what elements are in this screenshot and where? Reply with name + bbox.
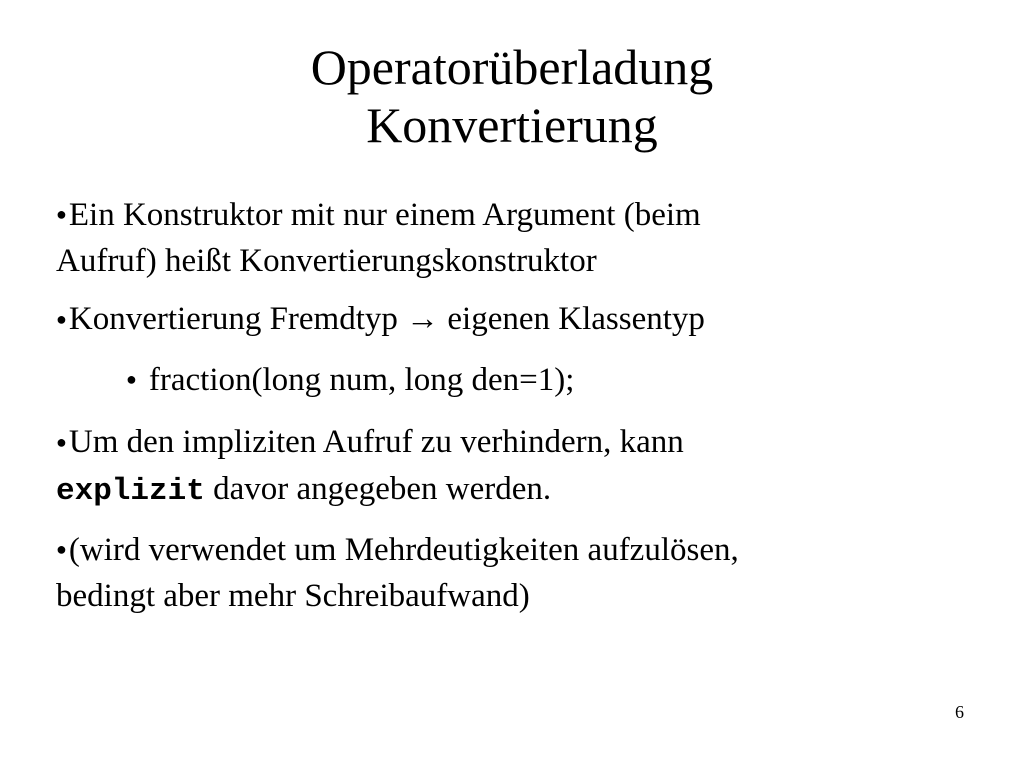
bullet-item-2	[56, 297, 956, 343]
title-line-1: Operatorüberladung	[310, 39, 714, 95]
bullet-dot-icon: ●	[56, 539, 67, 560]
bullet-3-line-1: Um den impliziten Aufruf zu verhindern, kann	[68, 424, 684, 461]
bullet-dot-icon: ●	[126, 369, 137, 390]
bullet-1-line-1: Ein Konstruktor mit nur einem Argument (beim	[68, 197, 701, 233]
bullet-dot-icon: ●	[56, 308, 67, 329]
bullet-item-4	[56, 528, 956, 618]
slide-title	[0, 38, 1024, 154]
bullet-dot-icon: ●	[56, 204, 67, 225]
title-line-2: Konvertierung	[366, 97, 658, 153]
bullet-item-3	[56, 420, 956, 513]
sub-bullet-text: fraction(long num, long den=1);	[148, 361, 575, 398]
bullet-1-line-2: Aufruf) heißt Konvertierungskonstruktor	[56, 243, 597, 280]
page-number: 6	[955, 702, 964, 722]
sub-bullet-item	[56, 358, 956, 404]
bullet-4-line-1: (wird verwendet um Mehrdeutigkeiten aufzulösen,	[68, 531, 739, 568]
bullet-4-line-2: bedingt aber mehr Schreibaufwand)	[56, 578, 530, 615]
keyword-explizit: explizit	[56, 473, 205, 509]
bullet-item-1	[56, 193, 956, 283]
bullet-2-text: Konvertierung Fremdtyp → eigenen Klassentyp	[68, 301, 705, 338]
bullet-dot-icon: ●	[56, 431, 67, 452]
bullet-list	[56, 193, 956, 632]
bullet-3-line-2: davor angegeben werden.	[204, 470, 552, 507]
